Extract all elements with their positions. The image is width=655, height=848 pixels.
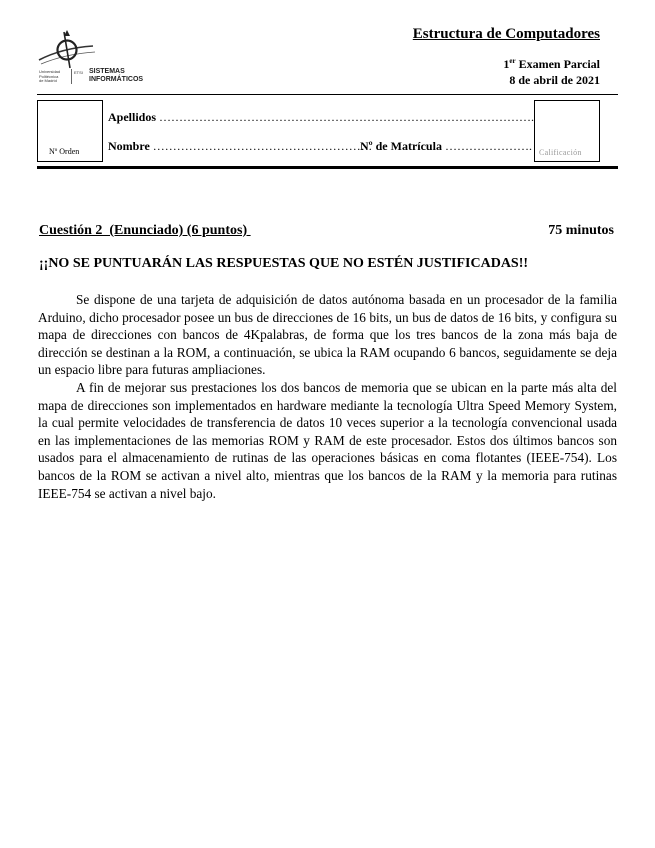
- enrollment-field[interactable]: Nº de Matrícula ………………….: [360, 139, 532, 153]
- grade-label: Calificación: [539, 148, 582, 157]
- order-number-label: Nº Orden: [49, 147, 80, 156]
- justification-warning: ¡¡NO SE PUNTUARÁN LAS RESPUESTAS QUE NO ESTÉN JUSTIFICADAS!!: [39, 256, 529, 271]
- school-name: SISTEMAS INFORMÁTICOS: [89, 68, 144, 83]
- name-field[interactable]: Nombre ……………………………………………….: [108, 139, 372, 153]
- university-logo: [37, 30, 157, 90]
- question-time: 75 minutos: [548, 223, 614, 238]
- university-name: Universidad Politécnica de Madrid: [39, 69, 61, 84]
- surnames-field[interactable]: Apellidos ………………………………………………………………………………….: [108, 110, 535, 124]
- header-divider: [37, 94, 618, 95]
- school-prefix: ETSI: [74, 70, 83, 75]
- logo-divider: [71, 69, 72, 84]
- statement-paragraph-2: A fin de mejorar sus prestaciones los dos bancos de memoria que se ubican en la parte más alta del mapa de direcciones son implementados en hardware mediante la tecnología Ultra Speed Memory System, la cual permite velocidades de transferencia de datos 10 veces superior a la tecnología convencional usada en las implementaciones de las memorias ROM y RAM de este procesador. Estos dos últimos bancos son usados para el almacenamiento de rutinas de las operaciones básicas en coma flotantes (IEEE-754). Los bancos de la ROM se activan a nivel alto, mientras que los bancos de la RAM y la memoria para rutinas IEEE-754 se activan a nivel bajo.: [38, 380, 617, 501]
- exam-name: 1er Examen Parcial: [503, 57, 600, 71]
- school-emblem-icon: [37, 30, 97, 70]
- exam-date: 8 de abril de 2021: [509, 73, 600, 87]
- question-title: Cuestión 2 (Enunciado) (6 puntos): [39, 223, 251, 238]
- course-title: Estructura de Computadores: [412, 26, 600, 42]
- form-divider: [37, 166, 618, 169]
- statement-paragraph-1: Se dispone de una tarjeta de adquisición de datos autónoma basada en un procesador de la familia Arduino, dicho procesador posee un bus de direcciones de 16 bits, un bus de datos de 16 bits, y configura su mapa de direcciones con bancos de 4Kpalabras, de forma que los tres bancos de la zona más baja de dirección se destinan a la ROM, a continuación, se ubica la RAM ocupando 6 bancos, seguidamente se deja un espacio libre para futuras ampliaciones.: [38, 292, 617, 378]
